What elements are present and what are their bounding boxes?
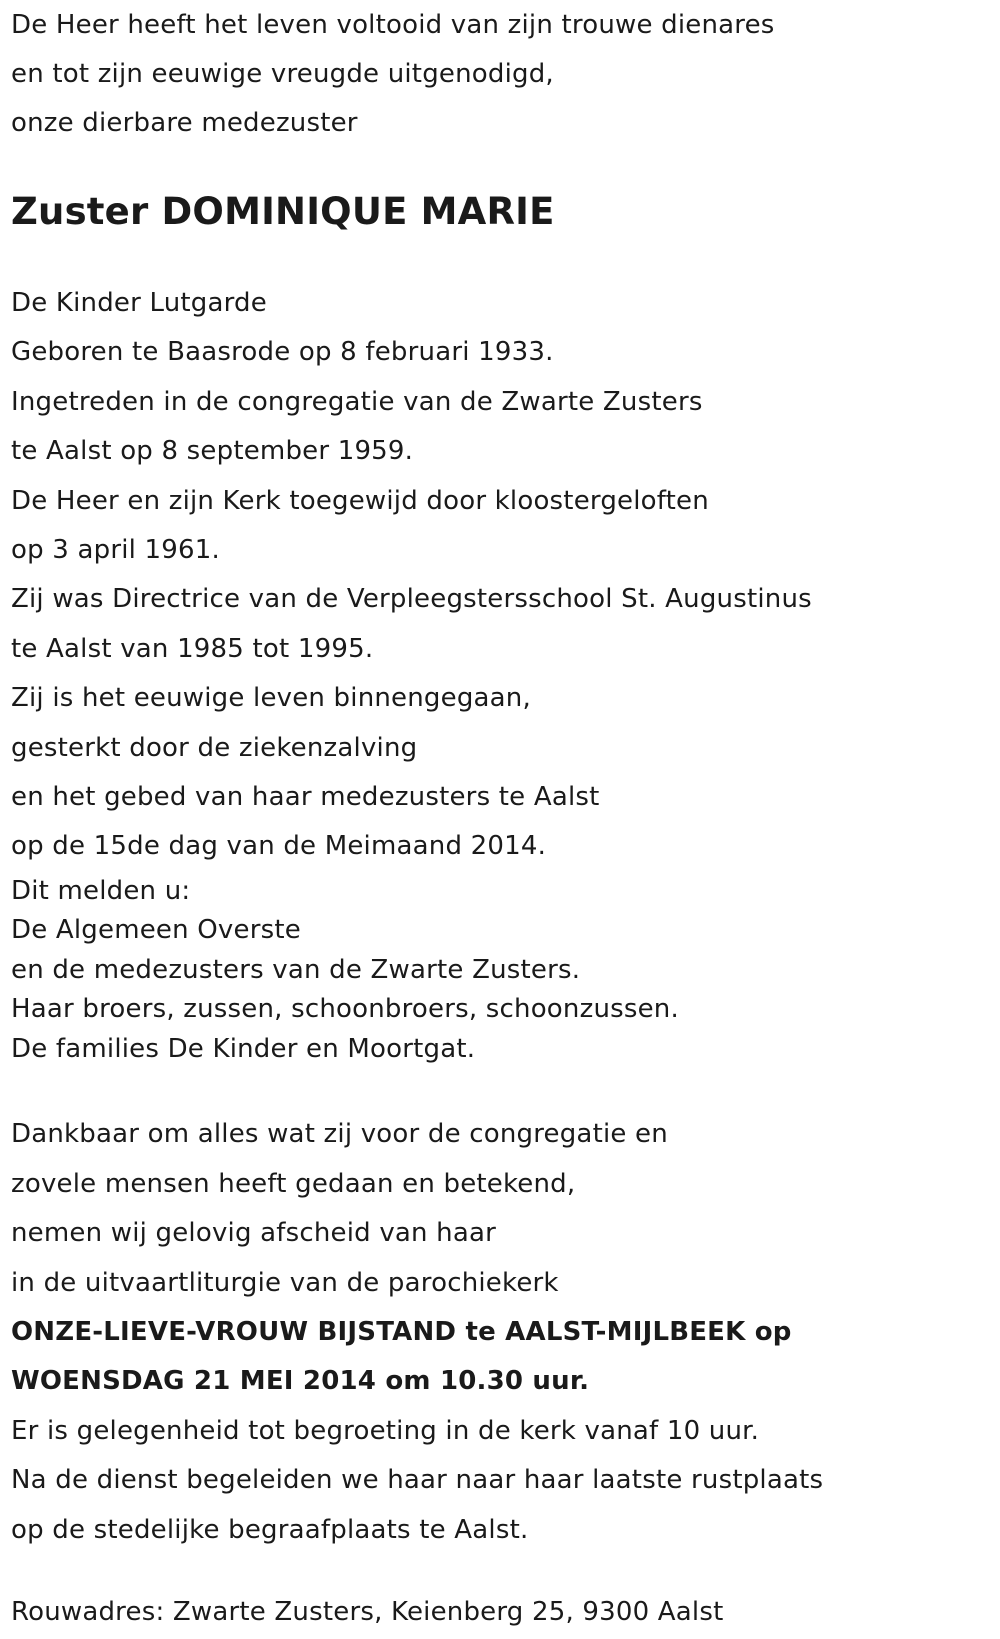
obituary-notice [11,0,991,1632]
funeral-detail-line: Na de dienst begeleiden we haar naar haar laatste rustplaats [11,1465,824,1496]
funeral-line: Dankbaar om alles wat zij voor de congregatie en [11,1119,668,1150]
announcer-line: Haar broers, zussen, schoonbroers, schoonzussen. [11,994,679,1025]
announcer-line: De Algemeen Overste [11,915,301,946]
biography-line: Zij is het eeuwige leven binnengegaan, [11,683,531,714]
funeral-detail-line: op de stedelijke begraafplaats te Aalst. [11,1514,529,1545]
biography-line: De Kinder Lutgarde [11,288,267,318]
biography-line: op 3 april 1961. [11,535,220,566]
funeral-line: nemen wij gelovig afscheid van haar [11,1218,497,1249]
announcer-line: De families De Kinder en Moortgat. [11,1033,476,1064]
biography-section [11,279,991,872]
deceased-name: Zuster DOMINIQUE MARIE [11,190,555,233]
intro-line: en tot zijn eeuwige vreugde uitgenodigd, [11,59,554,89]
funeral-line: zovele mensen heeft gedaan en betekend, [11,1168,576,1199]
biography-line: te Aalst van 1985 tot 1995. [11,633,374,664]
biography-line: Geboren te Baasrode op 8 februari 1933. [11,337,554,368]
biography-line: De Heer en zijn Kerk toegewijd door kloostergeloften [11,485,709,516]
funeral-detail-line: Er is gelegenheid tot begroeting in de kerk vanaf 10 uur. [11,1415,760,1446]
biography-line: Zij was Directrice van de Verpleegstersschool St. Augustinus [11,584,812,615]
funeral-datetime: WOENSDAG 21 MEI 2014 om 10.30 uur. [11,1366,590,1397]
biography-line: te Aalst op 8 september 1959. [11,436,414,467]
intro-section [11,1,991,148]
funeral-section [11,1110,991,1555]
biography-line: gesterkt door de ziekenzalving [11,732,418,763]
biography-line: Ingetreden in de congregatie van de Zwarte Zusters [11,386,703,417]
mourning-address: Rouwadres: Zwarte Zusters, Keienberg 25, 9300 Aalst [11,1597,724,1628]
announcer-line: Dit melden u: [11,875,191,906]
funeral-line: in de uitvaartliturgie van de parochiekerk [11,1267,559,1298]
announcer-line: en de medezusters van de Zwarte Zusters. [11,954,581,985]
biography-line: op de 15de dag van de Meimaand 2014. [11,831,547,862]
announcers-section [11,872,991,1070]
intro-line: De Heer heeft het leven voltooid van zijn trouwe dienares [11,10,775,40]
funeral-church: ONZE-LIEVE-VROUW BIJSTAND te AALST-MIJLBEEK op [11,1317,792,1347]
intro-line: onze dierbare medezuster [11,108,358,138]
biography-line: en het gebed van haar medezusters te Aalst [11,782,600,813]
